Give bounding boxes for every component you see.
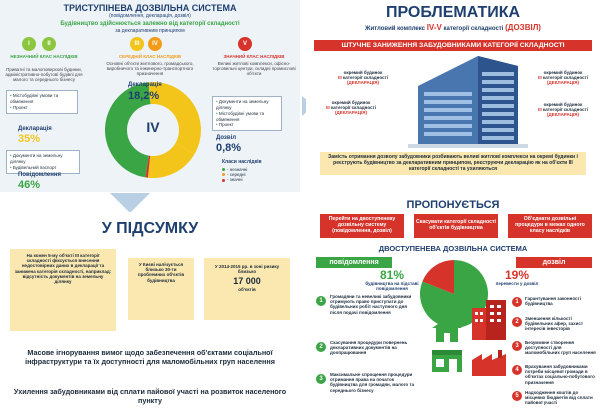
permit-pct-2: 19% xyxy=(504,268,530,282)
number-badge: 5 xyxy=(512,391,522,401)
problem-description: Замість отримання дозволу забудовники розбивають великі житлові комплекси на окремі будинки і реєструють будівництво за декларативним принципом, реєструючи декларацію як на об'єкти III категорії складності та ухиляються xyxy=(320,152,586,175)
summary-box-2: У Києві налічується близько 30-ти проблемних об'єктів будівництва xyxy=(128,258,194,320)
proposal-title: ПРОПОНУЄТЬСЯ xyxy=(406,199,500,211)
left-headline: Будівництво здійснюється залежно від категорії складності xyxy=(60,21,240,27)
notification-pct: 46% xyxy=(18,179,41,191)
class-3-badge: III xyxy=(130,37,144,51)
proposal-chip-1: Перейти на двоступеневу дозвільну систему (повідомлення, дозвіл) xyxy=(320,214,404,238)
legend xyxy=(222,167,247,183)
building-label-2: окремий будинок III категорії складності (ДЕКЛАРАЦІЯ) xyxy=(326,100,376,116)
notif-benefit-2: 2 Скасування процедури повернень декларативних документів на доопрацювання xyxy=(316,340,420,372)
summary-text-2: Ухилення забудовниками від сплати пайової участі на розвиток населеного пункту xyxy=(13,387,287,406)
building-label-3: окремий будинок III категорії складності (ДЕКЛАРАЦІЯ) xyxy=(538,70,588,86)
left-title: ТРИСТУПІНЕВА ДОЗВІЛЬНА СИСТЕМА xyxy=(63,3,237,13)
legend-dot xyxy=(222,179,225,182)
class-1-badge: I xyxy=(22,37,36,51)
notif-benefit-3: 3 Максимальне спрощення процедури отримання права на початок будівництва для громадян, малого та середнього бізнесу xyxy=(316,372,420,408)
legend-item-medium: - середні xyxy=(222,172,247,177)
left-subtitle: (повідомлення, декларація, дозвіл) xyxy=(109,13,191,19)
legend-dot xyxy=(222,168,225,171)
number-badge: 2 xyxy=(316,342,326,352)
notif-benefits xyxy=(316,294,420,408)
class-4-badge: IV xyxy=(148,37,162,51)
legend-dot xyxy=(222,173,225,176)
permit-benefit-4: 4 Врахування забудовниками потреби місцевої громади в об'єктах соціально-побутового призначення xyxy=(512,364,598,390)
class-minor-title: НЕЗНАЧНИЙ КЛАС НАСЛІДКІВ xyxy=(10,54,78,59)
legend-item-minor: - незначні xyxy=(222,167,247,172)
permit-benefit-2: 2 Зменшення кількості будівельних афер, захист інтересів інвесторів xyxy=(512,316,598,340)
arrow-down-icon xyxy=(110,193,150,213)
permit-benefit-1: 1 Гарантування законності будівництва xyxy=(512,296,598,316)
permit-benefits xyxy=(512,296,598,412)
class-medium-title: СЕРЕДНІЙ КЛАС НАСЛІДКІВ xyxy=(118,54,182,59)
problem-subtitle: Житловий комплекс IV-V категорії складності (ДОЗВІЛ) xyxy=(365,23,541,32)
notification-docs-top: • Містобудівні умови та обмеження • Проект xyxy=(6,90,78,114)
declaration-left-pct: 35% xyxy=(18,133,41,145)
building-label-4: окремий будинок III категорії складності (ДЕКЛАРАЦІЯ) xyxy=(538,102,588,118)
summary-box-3: У 2014-2015 рр. в зоні ризику близько 17 000 об'єктів xyxy=(204,258,290,320)
declaration-left-label: Декларація xyxy=(18,126,52,132)
apartment-complex-illustration xyxy=(408,56,528,148)
summary-title: У ПІДСУМКУ xyxy=(101,220,199,237)
proposal-chip-3: Об'єднати дозвільні процедури в межах одного класу наслідків xyxy=(508,214,592,238)
number-badge: 4 xyxy=(512,365,522,375)
class-2-badge: II xyxy=(42,37,56,51)
permit-benefit-3: 3 Безумовне створення доступності для маломобільних груп населення xyxy=(512,340,598,364)
declaration-top-label: Декларація xyxy=(128,82,162,88)
class-medium-desc: Основні об'єкти житлового, громадського, виробничого та інженерно-транспортного призначення xyxy=(106,61,194,77)
notif-sub: будівництва на підставі повідомлення xyxy=(365,281,419,292)
summary-box-1: На кожен 5-му об'єкті III категорії складності фіксується внесення недостовірних даних в декларації та занижена категорія складності, наприклад: відсутність документів на земельну ділянку xyxy=(10,249,116,331)
problem-title: ПРОБЛЕМАТИКА xyxy=(385,4,521,21)
class-major-desc: Великі житлові комплекси, офісно-торговельні центри, складні промислові об'єкти xyxy=(212,61,296,77)
summary-text-1: Масове ігнорування вимог щодо забезпечення об'єктами соціальної інфраструктури та їх доступності для маломобільних груп населення xyxy=(25,348,275,367)
number-badge: 1 xyxy=(512,297,522,307)
proposal-chip-2: Скасувати категорії складності об'єктів будівництва xyxy=(414,214,498,238)
legend-title: Класи наслідків xyxy=(222,159,262,165)
number-badge: 3 xyxy=(316,374,326,384)
donut-center-label: IV xyxy=(146,119,160,135)
shop-icon xyxy=(432,350,462,372)
factory-icon xyxy=(472,350,506,376)
legend-item-major: - значні xyxy=(222,177,247,182)
notification-docs-bottom: • Документи на земельну ділянку • Будівельний паспорт xyxy=(6,150,80,174)
permit-pct: 0,8% xyxy=(216,142,242,154)
house-icon xyxy=(432,318,462,342)
declaration-top-pct: 18,2% xyxy=(128,90,160,102)
permit-benefit-5: 5 Надходження коштів до місцевих бюджетів від сплати пайової участі xyxy=(512,390,598,412)
notif-benefit-1: 1 Громадяни та невеликі забудовники отримують право приступати до будівельних робіт наступного дня після подачі повідомлення xyxy=(316,294,420,340)
number-badge: 2 xyxy=(512,317,522,327)
permit-label: Дозвіл xyxy=(216,135,237,141)
office-building-icon xyxy=(472,300,506,340)
problem-banner: ШТУЧНЕ ЗАНИЖЕННЯ ЗАБУДОВНИКАМИ КАТЕГОРІЇ СКЛАДНОСТІ xyxy=(314,40,592,51)
permit-badge: дозвіл xyxy=(516,257,592,268)
notif-badge: повідомлення xyxy=(316,257,392,268)
class-major-title: ЗНАЧНИЙ КЛАС НАСЛІДКІВ xyxy=(223,54,285,59)
class-5-badge: V xyxy=(238,37,252,51)
permit-sub: перевести у дозвіл xyxy=(495,281,539,286)
number-badge: 3 xyxy=(512,341,522,351)
class-minor-desc: Приватні та малоповерхові будинки, адміністративно-побутові будівлі для малого та середнього бізнесу xyxy=(5,67,83,83)
left-headline2: за декларативним принципом xyxy=(115,28,185,34)
building-label-1: окремий будинок III категорії складності (ДЕКЛАРАЦІЯ) xyxy=(338,70,388,86)
notification-label: Повідомлення xyxy=(18,172,61,178)
notif-pct: 81% xyxy=(379,268,405,282)
declaration-docs: • Документи на земельну ділянку • Містобудівні умови та обмеження • Проект xyxy=(212,96,282,131)
two-step-subtitle: ДВОСТУПЕНЕВА ДОЗВІЛЬНА СИСТЕМА xyxy=(378,244,528,253)
number-badge: 1 xyxy=(316,296,326,306)
